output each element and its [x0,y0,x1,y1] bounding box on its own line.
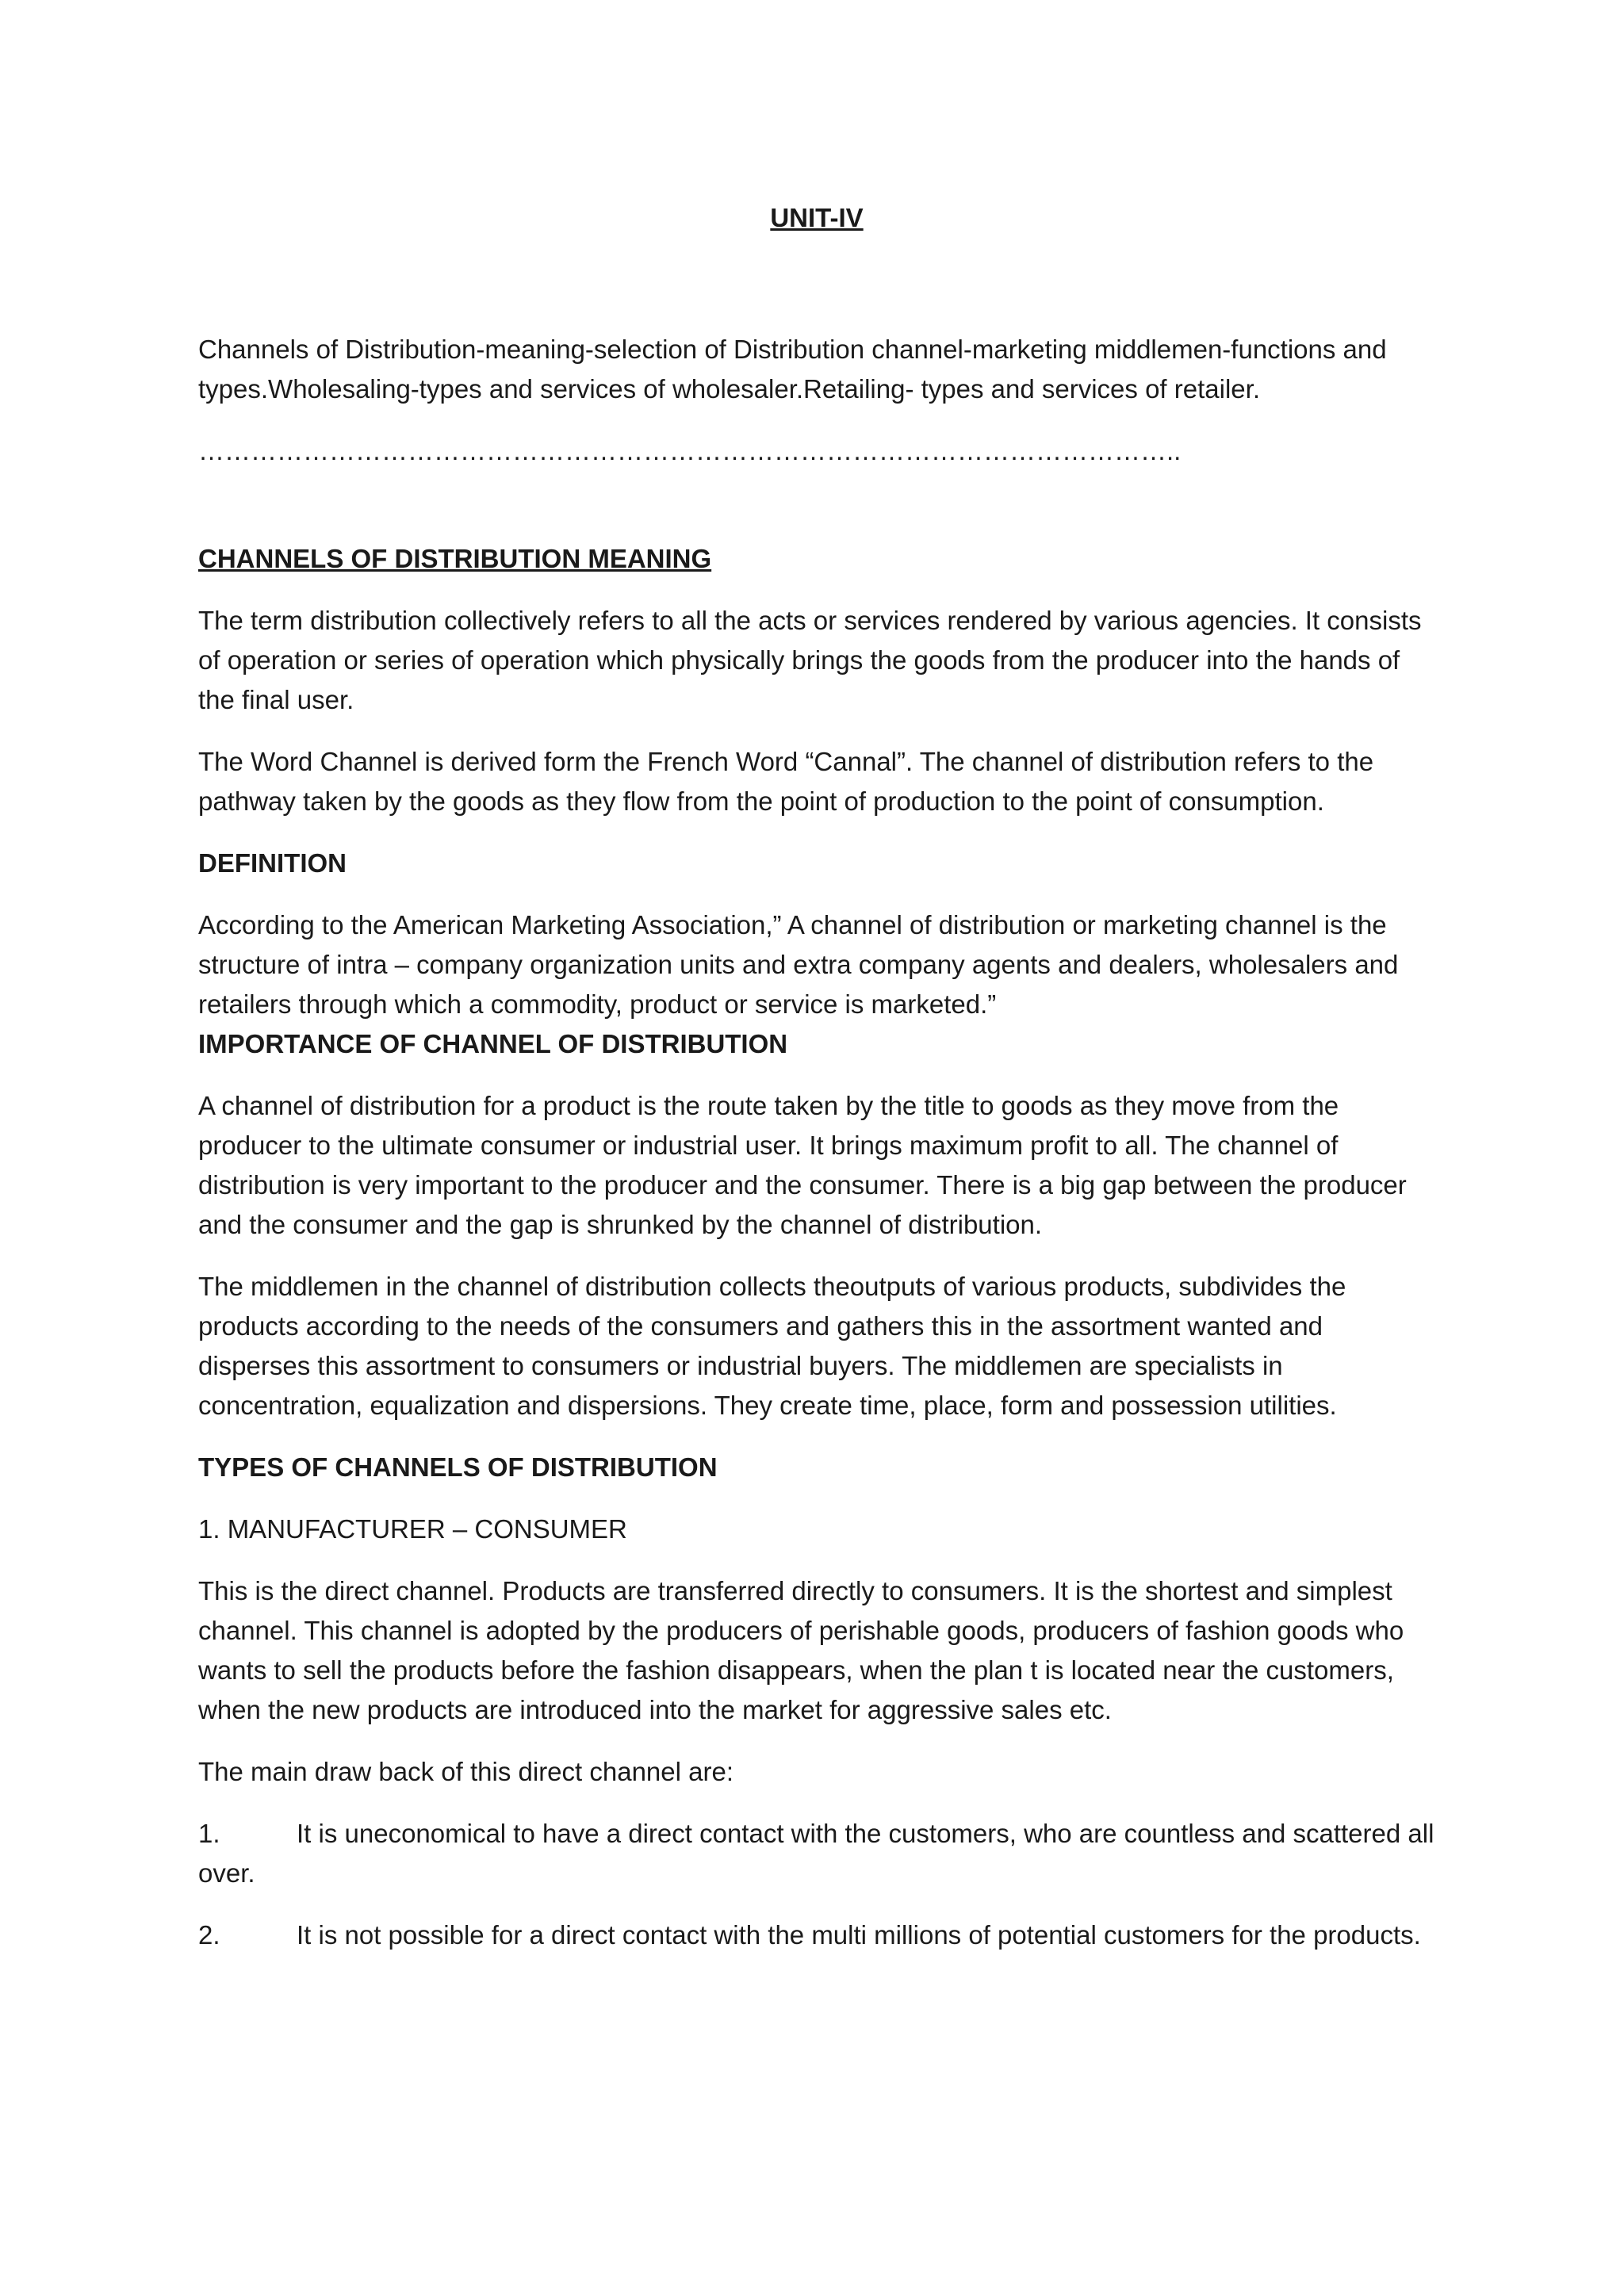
type1-label: 1. MANUFACTURER – CONSUMER [198,1514,627,1544]
list-item [198,1915,1435,1955]
meaning-heading: CHANNELS OF DISTRIBUTION MEANING [198,544,712,573]
dotted-separator: ………………………………………………………………………………………………….. [198,436,1182,465]
definition-heading: DEFINITION [198,848,347,878]
list-item-number: 2. [198,1920,220,1950]
meaning-paragraph-1: The term distribution collectively refers to all the acts or services rendered by various agencies. It consists of operation or series of operation which physically brings the goods from the producer into the hands of the final user. [198,606,1422,714]
importance-paragraph-2: The middlemen in the channel of distribution collects theoutputs of various products, subdivides the products according to the needs of the consumers and gathers this in the assortment wanted and disperses this assortment to consumers or industrial buyers. The middlemen are specialists in concentration, equalization and dispersions. They create time, place, form and possession utilities. [198,1272,1346,1420]
drawback-intro: The main draw back of this direct channel are: [198,1757,734,1786]
types-heading: TYPES OF CHANNELS OF DISTRIBUTION [198,1452,718,1482]
meaning-paragraph-2: The Word Channel is derived form the French Word “Cannal”. The channel of distribution refers to the pathway taken by the goods as they flow from the point of production to the point of consumption. [198,747,1374,816]
importance-heading: IMPORTANCE OF CHANNEL OF DISTRIBUTION [198,1029,788,1058]
type1-paragraph: This is the direct channel. Products are transferred directly to consumers. It is the shortest and simplest channel. This channel is adopted by the producers of perishable goods, producers of fashion goods who wants to sell the products before the fashion disappears, when the plan t is located near the customers, when the new products are introduced into the market for aggressive sales etc. [198,1576,1404,1724]
unit-title: UNIT-IV [770,203,864,232]
importance-paragraph-1: A channel of distribution for a product is the route taken by the title to goods as they move from the producer to the ultimate consumer or industrial user. It brings maximum profit to all. The channel of distribution is very important to the producer and the consumer. There is a big gap between the producer and the consumer and the gap is shrunked by the channel of distribution. [198,1091,1407,1239]
list-item-text: It is not possible for a direct contact with the multi millions of potential customers for the products. [297,1920,1421,1950]
document-page [198,198,1435,1977]
syllabus-paragraph: Channels of Distribution-meaning-selection of Distribution channel-marketing middlemen-functions and types.Wholesaling-types and services of wholesaler.Retailing- types and services of retailer. [198,335,1387,404]
list-item-text: It is uneconomical to have a direct contact with the customers, who are countless and scattered all over. [198,1819,1434,1888]
list-item-number: 1. [198,1819,220,1848]
definition-paragraph: According to the American Marketing Association,” A channel of distribution or marketing channel is the structure of intra – company organization units and extra company agents and dealers, wholesalers and retailers through which a commodity, product or service is marketed.” [198,910,1399,1019]
list-item [198,1814,1435,1893]
